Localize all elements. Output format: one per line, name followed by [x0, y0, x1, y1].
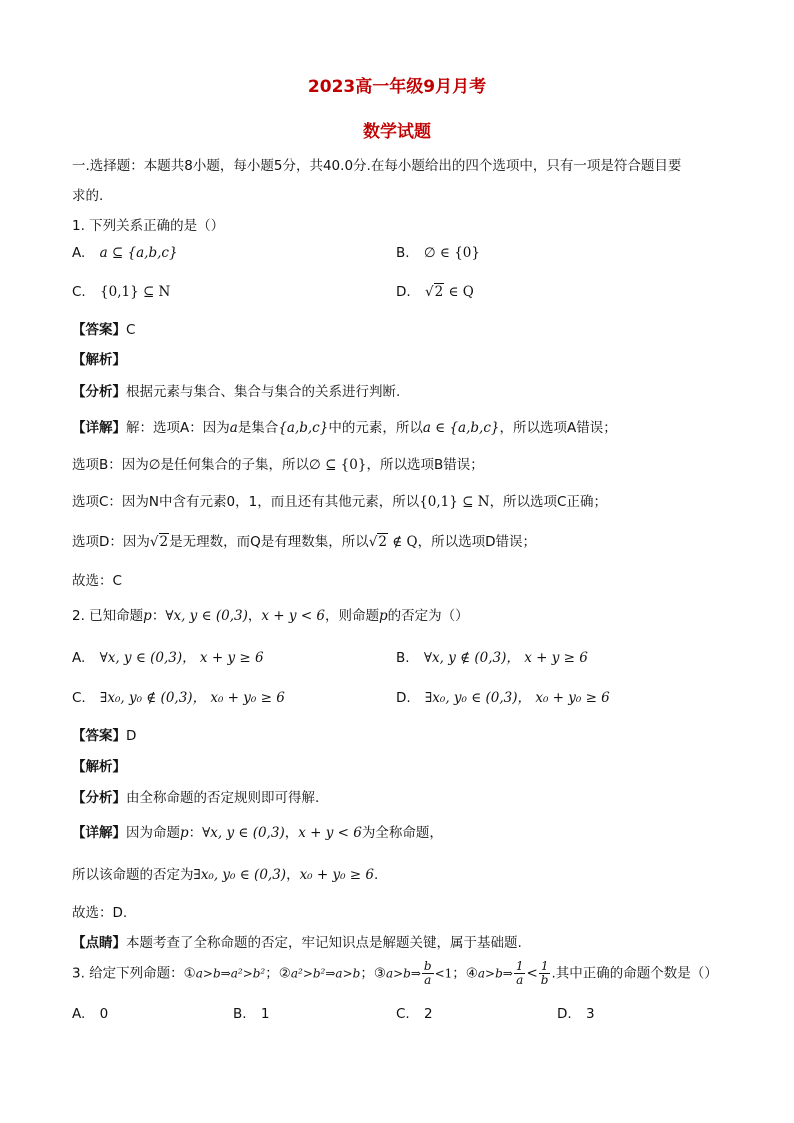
- sqrt-expression: √2: [424, 284, 444, 300]
- q1-option-c: [72, 284, 170, 300]
- math: ∉ Q: [387, 534, 418, 550]
- math: a>b⇒: [385, 966, 421, 981]
- text: 中的元素，所以: [328, 420, 423, 436]
- q2-option-c: [72, 686, 285, 706]
- fenxi-tag: 【分析】: [72, 790, 126, 806]
- text: 的否定为（）: [387, 608, 469, 624]
- option-value: 0: [99, 1006, 109, 1022]
- q1-option-b: [396, 245, 480, 261]
- q3-stem: [72, 960, 718, 987]
- option-math: ∈ Q: [444, 284, 474, 300]
- math: a>b⇒: [477, 966, 513, 981]
- detail-tag: 【详解】: [72, 825, 126, 841]
- dianjing-tag: 【点睛】: [72, 935, 126, 951]
- option-math: ∀x, y ∉ (0,3)， x + y ≥ 6: [423, 650, 588, 666]
- radicand: 2: [434, 284, 444, 300]
- radicand: 2: [159, 534, 169, 550]
- q3-option-a: [72, 1006, 108, 1022]
- q2-option-b: [396, 646, 588, 666]
- math: p: [143, 608, 152, 624]
- text: ，则命题: [325, 608, 380, 624]
- fraction: [539, 960, 551, 987]
- option-label: C.: [72, 284, 86, 300]
- text: 是无理数，而Q是有理数集，所以: [169, 534, 369, 550]
- answer-value: C: [126, 322, 136, 338]
- q2-guxuan: 故选：D.: [72, 905, 128, 921]
- q2-answer: [72, 724, 136, 744]
- dianjing-text: 本题考查了全称命题的否定，牢记知识点是解题关键，属于基础题.: [126, 935, 522, 951]
- text: 3. 给定下列命题：①: [72, 965, 196, 982]
- denominator: a: [424, 973, 432, 987]
- answer-tag: 【答案】: [72, 728, 126, 744]
- numerator: b: [423, 959, 432, 973]
- sqrt-expression: √2: [149, 534, 169, 550]
- text: 选项C：因为N中含有元素0，1，而且还有其他元素，所以: [72, 494, 420, 510]
- option-label: D.: [557, 1006, 572, 1022]
- option-label: C.: [72, 690, 86, 706]
- analysis-tag: 【解析】: [72, 759, 126, 775]
- option-label: D.: [396, 284, 411, 300]
- option-value: 2: [424, 1006, 433, 1022]
- q2-fenxi: [72, 786, 319, 806]
- q2-stem: [72, 604, 469, 624]
- math: p: [180, 825, 189, 841]
- text: 是集合: [237, 420, 279, 436]
- text: 解：选项A：因为: [126, 420, 230, 436]
- text: .其中正确的命题个数是（）: [551, 965, 718, 982]
- analysis-tag: 【解析】: [72, 352, 126, 368]
- text: ；③: [360, 965, 386, 982]
- q3-option-b: [233, 1006, 269, 1022]
- option-label: A.: [72, 650, 86, 666]
- q1-detail-line3: [72, 490, 607, 510]
- text: ，: [247, 608, 262, 624]
- option-label: A.: [72, 245, 86, 261]
- math: a²>b²⇒a>b: [290, 966, 361, 981]
- page-subtitle: 数学试题: [363, 122, 431, 142]
- fraction: [514, 960, 526, 987]
- answer-tag: 【答案】: [72, 322, 126, 338]
- q1-detail-line1: [72, 416, 617, 436]
- radicand: 2: [378, 534, 387, 550]
- q1-detail-line4: [72, 530, 536, 550]
- text: ：: [151, 608, 166, 624]
- option-value: 3: [585, 1006, 595, 1022]
- option-math: {0,1} ⊆ N: [100, 284, 171, 300]
- math: a>b⇒a²>b²: [195, 966, 266, 981]
- option-label: B.: [396, 245, 410, 261]
- option-label: A.: [72, 1006, 86, 1022]
- text: ，所以选项C正确；: [489, 494, 607, 510]
- math: {a,b,c}: [278, 420, 329, 436]
- numerator: 1: [539, 960, 551, 974]
- text: ；②: [265, 965, 291, 982]
- option-math: ∃x₀, y₀ ∈ (0,3)， x₀ + y₀ ≥ 6: [424, 690, 610, 706]
- q1-stem: 1. 下列关系正确的是（）: [72, 218, 225, 234]
- math: a ∈ {a,b,c}: [422, 420, 500, 436]
- fenxi-text: 由全称命题的否定规则即可得解.: [126, 790, 320, 806]
- q1-analysis-tag: [72, 348, 126, 368]
- q2-dianjing: [72, 931, 522, 951]
- text: ，: [286, 867, 300, 883]
- math: x + y < 6: [298, 825, 362, 841]
- fenxi-tag: 【分析】: [72, 384, 126, 400]
- q3-option-c: [396, 1006, 433, 1022]
- q3-option-d: [557, 1006, 595, 1022]
- text: 因为命题: [126, 825, 180, 841]
- detail-tag: 【详解】: [72, 420, 126, 436]
- q2-analysis-tag: [72, 755, 126, 775]
- q2-option-d: [396, 686, 610, 706]
- option-label: D.: [396, 690, 411, 706]
- numerator: 1: [515, 959, 524, 973]
- math: ∃x₀, y₀ ∈ (0,3): [193, 867, 287, 883]
- option-label: B.: [233, 1006, 247, 1022]
- text: ；④: [452, 965, 478, 982]
- q2-detail-line2: [72, 863, 378, 883]
- denominator: b: [540, 973, 549, 987]
- text: 选项B：因为∅是任何集合的子集，所以: [72, 457, 310, 473]
- text: ，所以选项D错误；: [417, 534, 537, 550]
- option-math: a ⊆ {a,b,c}: [99, 245, 178, 261]
- section-heading-line2: 求的.: [72, 188, 104, 204]
- math: x₀ + y₀ ≥ 6: [299, 867, 375, 883]
- answer-value: D: [126, 728, 137, 744]
- q1-option-d: [396, 284, 474, 300]
- math: x + y < 6: [261, 608, 326, 624]
- option-label: B.: [396, 650, 410, 666]
- q1-fenxi: [72, 380, 400, 400]
- q2-detail-line1: [72, 821, 443, 841]
- math: ∀x, y ∈ (0,3): [202, 825, 285, 841]
- q1-answer: [72, 318, 135, 338]
- text: ，所以选项A错误；: [499, 420, 617, 436]
- fraction: [422, 960, 434, 987]
- option-label: C.: [396, 1006, 410, 1022]
- denominator: a: [516, 973, 524, 987]
- option-math: ∅ ∈ {0}: [423, 245, 480, 261]
- option-math: ∃x₀, y₀ ∉ (0,3)， x₀ + y₀ ≥ 6: [100, 690, 285, 706]
- text: ：: [188, 825, 203, 841]
- text: ，所以选项B错误；: [366, 457, 484, 473]
- q1-guxuan: 故选：C: [72, 573, 122, 589]
- math: a: [229, 420, 238, 436]
- section-heading-line1: 一.选择题：本题共8小题，每小题5分，共40.0分.在每小题给出的四个选项中，只有一项是符合题目要: [72, 158, 682, 174]
- q1-detail-line2: [72, 453, 484, 473]
- text: .: [374, 867, 379, 883]
- option-math: ∀x, y ∈ (0,3)， x + y ≥ 6: [99, 650, 264, 666]
- text: 2. 已知命题: [72, 608, 144, 624]
- fenxi-text: 根据元素与集合、集合与集合的关系进行判断.: [126, 384, 401, 400]
- q2-option-a: [72, 646, 264, 666]
- text: 选项D：因为: [72, 534, 150, 550]
- text: 为全称命题，: [361, 825, 443, 841]
- math: <: [526, 965, 538, 982]
- page-title: 2023高一年级9月月考: [307, 77, 487, 97]
- math: <1: [434, 966, 453, 981]
- math: p: [379, 608, 388, 624]
- text: 所以该命题的否定为: [72, 867, 194, 883]
- math: {0,1} ⊆ N: [419, 494, 490, 510]
- math: ∅ ⊆ {0}: [309, 457, 367, 473]
- math: ∀x, y ∈ (0,3): [165, 608, 248, 624]
- option-value: 1: [260, 1006, 270, 1022]
- sqrt-expression: √2: [368, 534, 387, 550]
- q1-option-a: [72, 245, 178, 261]
- text: ，: [284, 825, 299, 841]
